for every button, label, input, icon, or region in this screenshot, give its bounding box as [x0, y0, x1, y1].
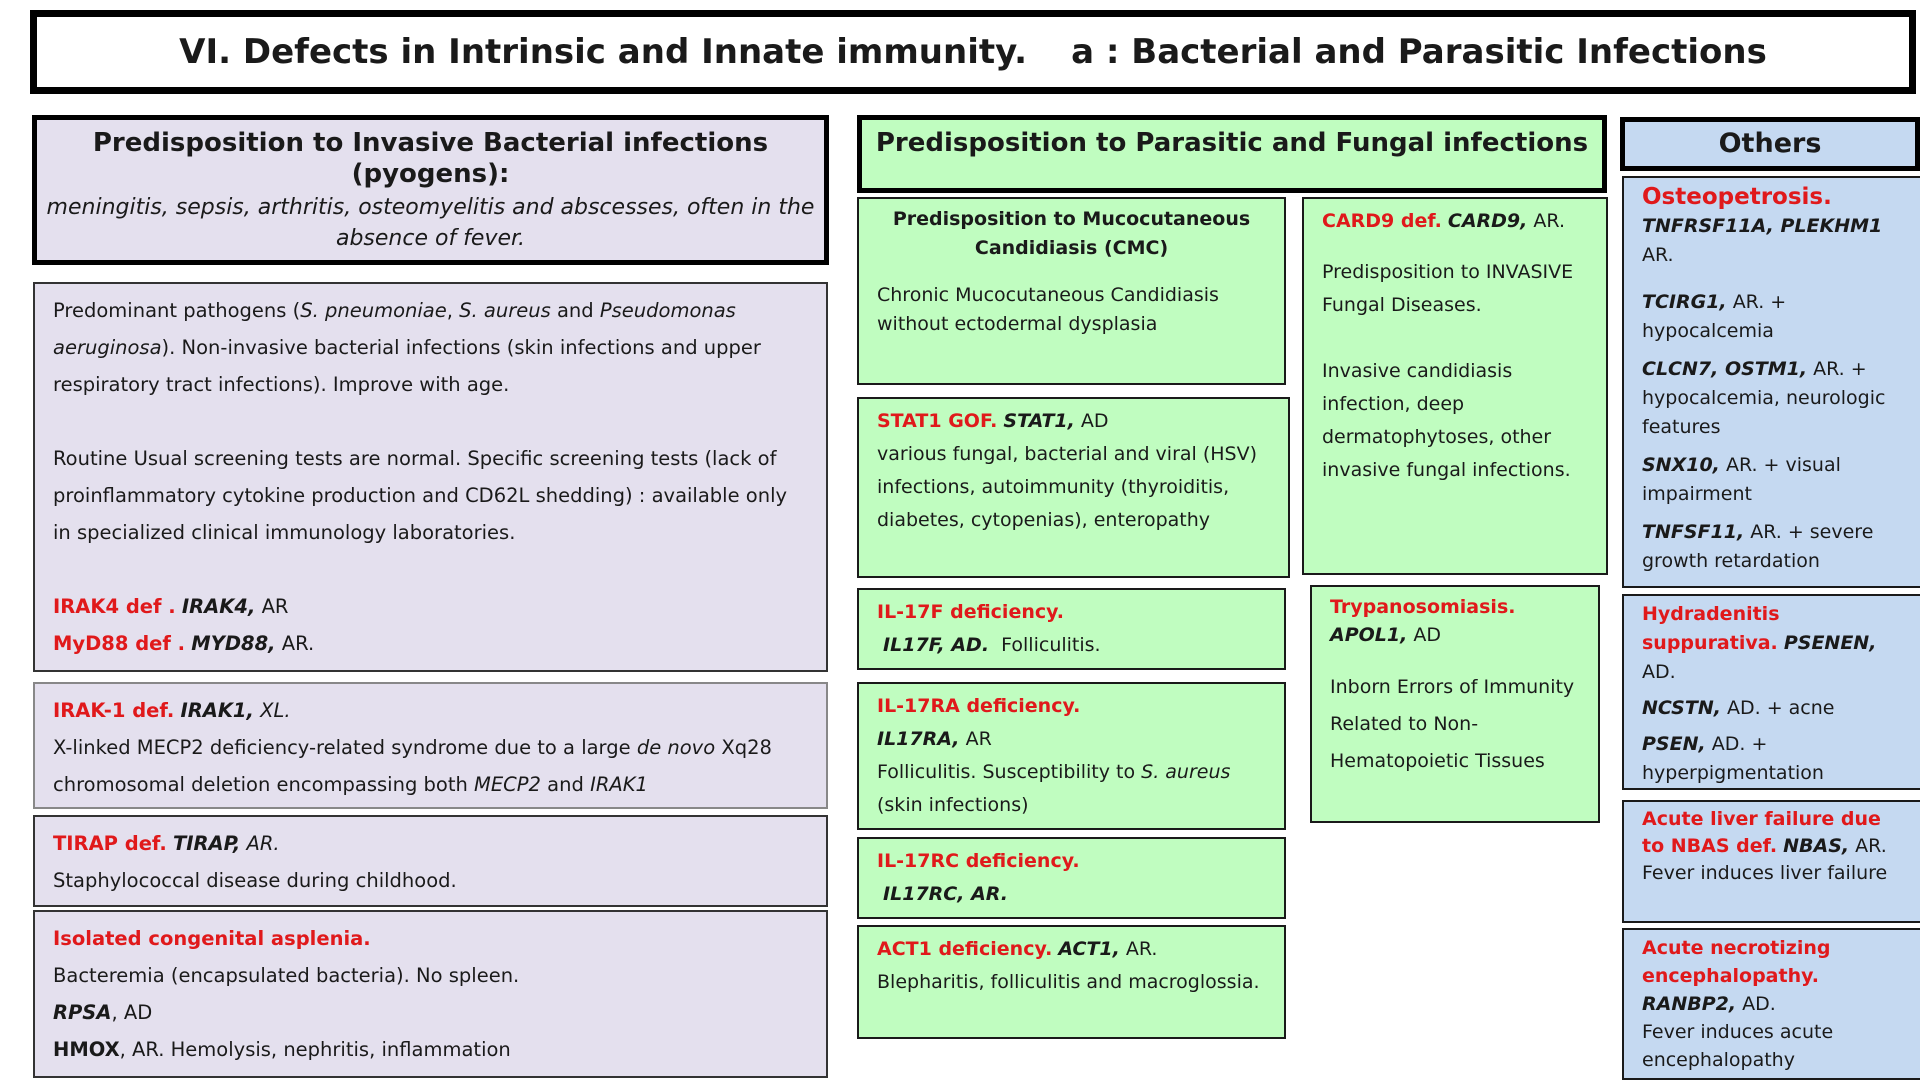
il17ra-desc: Folliculitis. Susceptibility to S. aureus (skin infections) [877, 761, 1231, 816]
others-heading: Others [1620, 117, 1920, 171]
irak4-entry: IRAK4 def . IRAK4, AR [53, 595, 289, 618]
il17ra-title: IL-17RA deficiency. [877, 695, 1081, 717]
act1-box [857, 925, 1286, 1039]
encephalopathy-title: Acute necrotizing encephalopathy. [1642, 937, 1831, 987]
osteo-entry-4: SNX10, AR. + visual impairment [1642, 454, 1841, 505]
osteopetrosis-title: Osteopetrosis. [1642, 184, 1832, 210]
ranbp2-entry: RANBP2, AD. [1642, 993, 1776, 1015]
irak1-title: IRAK-1 def. IRAK1, XL. [53, 699, 291, 722]
psen-entry: PSEN, AD. + hyperpigmentation [1642, 733, 1824, 784]
il17ra-gene: IL17RA, AR [877, 728, 992, 750]
card9-box [1302, 197, 1608, 575]
osteo-entry-2: TCIRG1, AR. + hypocalcemia [1642, 291, 1787, 342]
tirap-box [33, 815, 828, 907]
irak1-desc: X-linked MECP2 deficiency-related syndrome due to a large de novo Xq28 chromosomal deletion encompassing both MECP2 and IRAK1 [53, 736, 772, 796]
apol1-entry: APOL1, AD [1330, 624, 1442, 646]
myd88-entry: MyD88 def . MYD88, AR. [53, 632, 315, 655]
trypanosomiasis-desc: Inborn Errors of Immunity Related to Non-Hematopoietic Tissues [1330, 676, 1575, 772]
page-title [30, 10, 1916, 94]
pathogens-text: Predominant pathogens (S. pneumoniae, S. aureus and Pseudomonas aeruginosa). Non-invasive bacterial infections (skin infections and upper respiratory tract infections). Improve with age. [53, 299, 761, 396]
cmc-title: Predisposition to Mucocutaneous Candidiasis (CMC) [892, 208, 1251, 259]
stat1-box [857, 397, 1290, 578]
act1-desc: Blepharitis, folliculitis and macroglossia. [877, 971, 1260, 993]
il17rc-gene: IL17RC, AR. [883, 883, 1008, 905]
stat1-desc: various fungal, bacterial and viral (HSV) infections, autoimmunity (thyroiditis, diabetes, cytopenias), enteropathy [877, 443, 1258, 531]
ncstn-entry: NCSTN, AD. + acne [1642, 697, 1835, 719]
il17rc-box [857, 837, 1286, 919]
il17ra-box [857, 682, 1286, 830]
il17rc-title: IL-17RC deficiency. [877, 850, 1080, 872]
stat1-title: STAT1 GOF. STAT1, AD [877, 410, 1109, 432]
card9-title: CARD9 def. CARD9, AR. [1322, 210, 1565, 232]
title-part-1: VI. Defects in Intrinsic and Innate immunity. [179, 32, 1028, 72]
cmc-box [857, 197, 1286, 385]
title-part-2: a : Bacterial and Parasitic Infections [1071, 32, 1767, 72]
il17f-title: IL-17F deficiency. [877, 601, 1064, 623]
trypanosomiasis-title: Trypanosomiasis. [1330, 596, 1516, 618]
trypanosomiasis-box [1310, 585, 1600, 823]
rpsa-entry: RPSA, AD [53, 1001, 153, 1024]
osteo-gene-1: TNFRSF11A, PLEKHM1 [1642, 215, 1883, 237]
hmox-entry: HMOX, AR. Hemolysis, nephritis, inflammation [53, 1038, 511, 1061]
osteo-inh-1: AR. [1642, 244, 1674, 266]
il17f-box [857, 588, 1286, 670]
osteo-entry-3: CLCN7, OSTM1, AR. + hypocalcemia, neurologic features [1642, 358, 1886, 438]
bacterial-heading-box [32, 115, 829, 265]
pyogens-box [33, 282, 828, 672]
tirap-desc: Staphylococcal disease during childhood. [53, 869, 457, 892]
hydradenitis-title: Hydradenitis suppurativa. PSENEN, AD. [1642, 603, 1877, 683]
hydradenitis-box [1622, 594, 1920, 790]
cmc-desc: Chronic Mucocutaneous Candidiasis without ectodermal dysplasia [877, 284, 1219, 335]
osteopetrosis-box [1622, 176, 1920, 588]
liver-failure-title: Acute liver failure due to NBAS def. NBAS, AR. [1642, 808, 1887, 857]
encephalopathy-box [1622, 928, 1920, 1080]
card9-desc-2: Invasive candidiasis infection, deep dermatophytoses, other invasive fungal infections. [1322, 360, 1571, 481]
asplenia-title: Isolated congenital asplenia. [53, 927, 371, 950]
card9-desc-1: Predisposition to INVASIVE Fungal Diseases. [1322, 261, 1574, 316]
liver-failure-desc: Fever induces liver failure [1642, 862, 1888, 884]
encephalopathy-desc: Fever induces acute encephalopathy [1642, 1021, 1834, 1071]
asplenia-desc: Bacteremia (encapsulated bacteria). No spleen. [53, 964, 520, 987]
tirap-title: TIRAP def. TIRAP, AR. [53, 832, 280, 855]
asplenia-box [33, 910, 828, 1078]
screening-text: Routine Usual screening tests are normal. Specific screening tests (lack of proinflammatory cytokine production and CD62L shedding) : available only in specialized clinical immunology laboratories. [53, 447, 788, 544]
act1-title: ACT1 deficiency. ACT1, AR. [877, 938, 1158, 960]
il17f-desc: IL17F, AD. Folliculitis. [883, 634, 1101, 656]
bacterial-subheading: meningitis, sepsis, arthritis, osteomyelitis and abscesses, often in the absence of fever. [46, 195, 815, 251]
osteo-entry-5: TNFSF11, AR. + severe growth retardation [1642, 521, 1874, 572]
bacterial-heading: Predisposition to Invasive Bacterial infections (pyogens): [92, 128, 769, 189]
liver-failure-box [1622, 800, 1920, 923]
parasitic-heading: Predisposition to Parasitic and Fungal infections [857, 115, 1607, 193]
irak1-box [33, 682, 828, 809]
